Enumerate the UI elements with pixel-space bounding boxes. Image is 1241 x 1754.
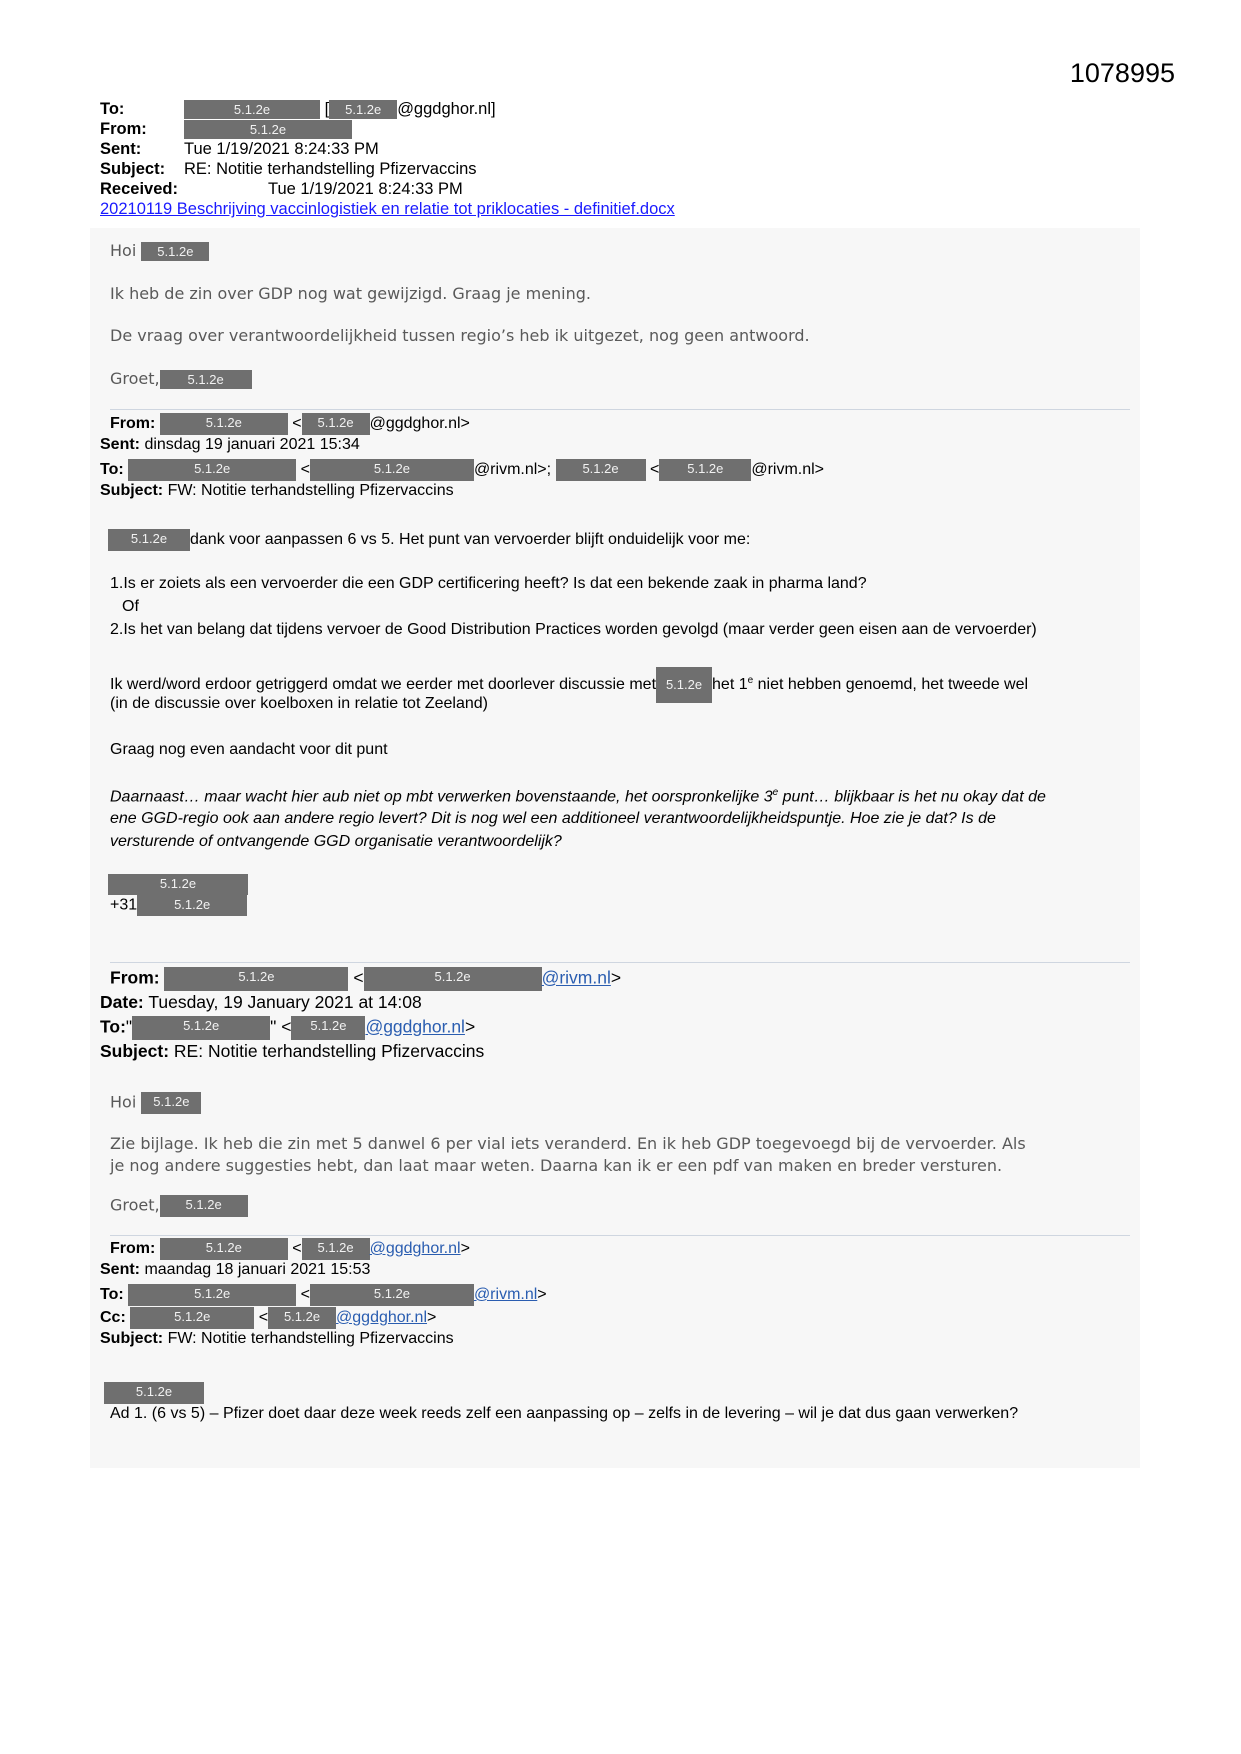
redaction: 5.1.2e bbox=[108, 874, 248, 895]
msg3-to-row bbox=[100, 1016, 475, 1040]
redaction: 5.1.2e bbox=[132, 1016, 270, 1040]
redaction: 5.1.2e bbox=[160, 413, 288, 435]
msg3-closing: Groet, bbox=[110, 1195, 160, 1215]
to-email-link[interactable]: @ggdghor.nl bbox=[365, 1016, 465, 1037]
from-email-link[interactable]: @ggdghor.nl bbox=[369, 1240, 461, 1258]
to-label: To: bbox=[100, 1286, 124, 1304]
redaction: 5.1.2e bbox=[128, 459, 296, 481]
to-label: To: bbox=[100, 461, 124, 479]
redaction: 5.1.2e bbox=[268, 1307, 336, 1329]
redaction: 5.1.2e bbox=[108, 529, 190, 551]
msg4-sent-row bbox=[100, 1261, 370, 1279]
angle-bracket: > bbox=[427, 1309, 437, 1327]
angle-bracket: > bbox=[460, 1240, 470, 1258]
msg4-sender-redaction bbox=[104, 1382, 204, 1404]
subject-label: Subject: bbox=[100, 1330, 164, 1347]
header-from-row bbox=[100, 119, 675, 139]
to-domain: @rivm.nl>; bbox=[473, 461, 552, 479]
subject-value: RE: Notitie terhandstelling Pfizervaccins bbox=[173, 1041, 485, 1061]
msg1-line2: De vraag over verantwoordelijkheid tussen regio’s heb ik uitgezet, nog geen antwoord. bbox=[110, 326, 810, 345]
to-email-link[interactable]: @rivm.nl bbox=[473, 1286, 538, 1304]
sent-value: maandag 18 januari 2021 15:53 bbox=[144, 1261, 371, 1278]
msg1-greeting: Hoi bbox=[110, 241, 137, 260]
msg3-greeting: Hoi bbox=[110, 1092, 137, 1112]
msg3-closing-row bbox=[110, 1195, 248, 1217]
redaction: 5.1.2e bbox=[302, 1238, 370, 1260]
from-label: From: bbox=[100, 120, 147, 139]
sent-value: Tue 1/19/2021 8:24:33 PM bbox=[184, 140, 379, 159]
angle-bracket: > bbox=[464, 1016, 476, 1037]
from-label: From: bbox=[110, 1240, 156, 1258]
msg3-body1: Zie bijlage. Ik heb die zin met 5 danwel 6 per vial iets veranderd. En ik heb GDP toegevoegd bij de vervoerder. Als bbox=[110, 1134, 1026, 1153]
subject-value: RE: Notitie terhandstelling Pfizervaccins bbox=[184, 160, 477, 179]
date-value: Tuesday, 19 January 2021 at 14:08 bbox=[148, 992, 422, 1012]
msg2-subject-row bbox=[100, 482, 454, 500]
sent-value: dinsdag 19 januari 2021 15:34 bbox=[144, 436, 360, 453]
sent-label: Sent: bbox=[100, 140, 142, 159]
subject-value: FW: Notitie terhandstelling Pfizervaccins bbox=[167, 482, 454, 499]
angle-bracket: < bbox=[300, 461, 310, 479]
msg2-from-row bbox=[110, 413, 470, 435]
redaction: 5.1.2e bbox=[310, 1284, 474, 1306]
from-email-link[interactable]: @rivm.nl bbox=[541, 967, 611, 988]
msg2-trigger-line2: (in de discussie over koelboxen in relatie tot Zeeland) bbox=[110, 695, 488, 712]
cc-email-link[interactable]: @ggdghor.nl bbox=[336, 1309, 428, 1327]
redaction: 5.1.2e bbox=[656, 667, 712, 703]
redaction: 5.1.2e bbox=[329, 100, 397, 119]
redaction: 5.1.2e bbox=[184, 100, 320, 119]
msg2-italic-line2: ene GGD-regio ook aan andere regio levert? Dit is nog wel een additioneel verantwoordelijkheidspuntje. Hoe zie je dat? Is de bbox=[110, 810, 996, 827]
angle-bracket: > bbox=[537, 1286, 547, 1304]
redaction: 5.1.2e bbox=[184, 120, 352, 139]
redaction: 5.1.2e bbox=[310, 459, 474, 481]
divider bbox=[110, 1235, 1130, 1236]
bracket: [ bbox=[324, 100, 330, 118]
cc-label: Cc: bbox=[100, 1309, 126, 1327]
subject-label: Subject: bbox=[100, 1041, 170, 1061]
redaction: 5.1.2e bbox=[160, 1195, 248, 1217]
sent-label: Sent: bbox=[100, 436, 140, 453]
angle-bracket: < bbox=[300, 1286, 310, 1304]
document-number: 1078995 bbox=[1069, 58, 1175, 88]
divider bbox=[110, 962, 1130, 963]
msg4-cc-row bbox=[100, 1307, 436, 1329]
msg2-intro-row bbox=[108, 529, 750, 551]
date-label: Date: bbox=[100, 992, 144, 1012]
msg4-subject-row bbox=[100, 1330, 454, 1348]
redaction: 5.1.2e bbox=[128, 1284, 296, 1306]
angle-bracket: > bbox=[610, 967, 622, 988]
msg1-line1: Ik heb de zin over GDP nog wat gewijzigd. Graag je mening. bbox=[110, 284, 591, 303]
redaction: 5.1.2e bbox=[137, 895, 247, 916]
redaction: 5.1.2e bbox=[141, 1092, 201, 1114]
trigger-text: niet hebben genoemd, het tweede wel bbox=[753, 676, 1029, 694]
received-label: Received: bbox=[100, 180, 178, 199]
msg3-date-row bbox=[100, 992, 422, 1013]
msg3-greeting-row bbox=[110, 1092, 201, 1114]
msg2-attention: Graag nog even aandacht voor dit punt bbox=[110, 741, 388, 758]
italic-text: Daarnaast… maar wacht hier aub niet op mbt verwerken bovenstaande, het oorspronkelijke 3 bbox=[110, 788, 773, 806]
subject-label: Subject: bbox=[100, 160, 166, 179]
superscript: e bbox=[747, 674, 754, 686]
redaction: 5.1.2e bbox=[302, 413, 370, 435]
to-domain: @rivm.nl> bbox=[751, 461, 825, 479]
from-label: From: bbox=[110, 967, 160, 988]
quote: " < bbox=[270, 1016, 292, 1037]
signature-name-row bbox=[108, 874, 248, 895]
attachment-row bbox=[100, 199, 675, 219]
header-sent-row bbox=[100, 139, 675, 159]
redaction: 5.1.2e bbox=[164, 967, 348, 991]
header-subject-row bbox=[100, 159, 675, 179]
msg2-to-row bbox=[100, 459, 824, 481]
to-label: To: bbox=[100, 1016, 126, 1037]
angle-bracket: < bbox=[649, 461, 660, 479]
to-domain: @ggdghor.nl] bbox=[397, 100, 496, 118]
italic-text: punt… blijkbaar is het nu okay dat de bbox=[778, 788, 1046, 806]
redaction: 5.1.2e bbox=[141, 242, 209, 261]
msg4-from-row bbox=[110, 1238, 470, 1260]
msg1-greeting-row bbox=[110, 241, 209, 261]
trigger-text: het 1 bbox=[712, 676, 748, 694]
attachment-link[interactable]: 20210119 Beschrijving vaccinlogistiek en relatie tot priklocaties - definitief.docx bbox=[100, 200, 675, 219]
msg2-item1: 1.Is er zoiets als een vervoerder die een GDP certificering heeft? Is dat een bekende zaak in pharma land? bbox=[110, 575, 867, 592]
received-value: Tue 1/19/2021 8:24:33 PM bbox=[268, 180, 463, 199]
to-label: To: bbox=[100, 100, 125, 118]
redaction: 5.1.2e bbox=[160, 1238, 288, 1260]
sent-label: Sent: bbox=[100, 1261, 140, 1278]
msg3-body2: je nog andere suggesties hebt, dan laat maar weten. Daarna kan ik er een pdf van maken en breder versturen. bbox=[110, 1156, 1003, 1175]
msg2-italic-line3: versturende of ontvangende GGD organisatie verantwoordelijk? bbox=[110, 833, 562, 850]
signature-phone-row bbox=[110, 895, 247, 916]
redaction: 5.1.2e bbox=[659, 459, 751, 481]
msg2-of: Of bbox=[122, 598, 139, 615]
msg4-ad1: Ad 1. (6 vs 5) – Pfizer doet daar deze week reeds zelf een aanpassing op – zelfs in de levering – wil je dat dus gaan verwerken? bbox=[110, 1405, 1019, 1422]
subject-label: Subject: bbox=[100, 482, 164, 499]
msg3-subject-row bbox=[100, 1041, 484, 1062]
redaction: 5.1.2e bbox=[160, 370, 252, 389]
angle-bracket: < bbox=[292, 1240, 302, 1258]
email-header bbox=[100, 99, 675, 219]
msg1-closing-row bbox=[110, 369, 252, 389]
redaction: 5.1.2e bbox=[130, 1307, 254, 1329]
header-received-row bbox=[100, 179, 675, 199]
redaction: 5.1.2e bbox=[291, 1016, 365, 1040]
redaction: 5.1.2e bbox=[364, 967, 542, 991]
redaction: 5.1.2e bbox=[556, 459, 646, 481]
msg2-intro: dank voor aanpassen 6 vs 5. Het punt van vervoerder blijft onduidelijk voor me: bbox=[190, 531, 751, 549]
from-domain: @ggdghor.nl> bbox=[369, 415, 470, 433]
redaction: 5.1.2e bbox=[104, 1382, 204, 1404]
quote: " bbox=[125, 1016, 133, 1037]
msg1-closing: Groet, bbox=[110, 369, 160, 388]
msg2-sent-row bbox=[100, 436, 360, 454]
phone-prefix: +31 bbox=[110, 896, 138, 914]
divider bbox=[110, 409, 1130, 410]
superscript: e bbox=[772, 787, 779, 798]
from-label: From: bbox=[110, 415, 156, 433]
msg2-item2: 2.Is het van belang dat tijdens vervoer de Good Distribution Practices worden gevolgd (maar verder geen eisen aan de vervoerder) bbox=[110, 621, 1037, 638]
angle-bracket: < bbox=[292, 415, 302, 433]
angle-bracket: < bbox=[353, 967, 364, 988]
msg2-italic-line1 bbox=[110, 787, 1046, 806]
msg3-from-row bbox=[110, 967, 621, 991]
trigger-text: Ik werd/word erdoor getriggerd omdat we eerder met doorlever discussie met bbox=[110, 676, 657, 694]
header-to-row bbox=[100, 99, 675, 119]
msg4-to-row bbox=[100, 1284, 547, 1306]
angle-bracket: < bbox=[258, 1309, 269, 1327]
subject-value: FW: Notitie terhandstelling Pfizervaccins bbox=[167, 1330, 454, 1347]
